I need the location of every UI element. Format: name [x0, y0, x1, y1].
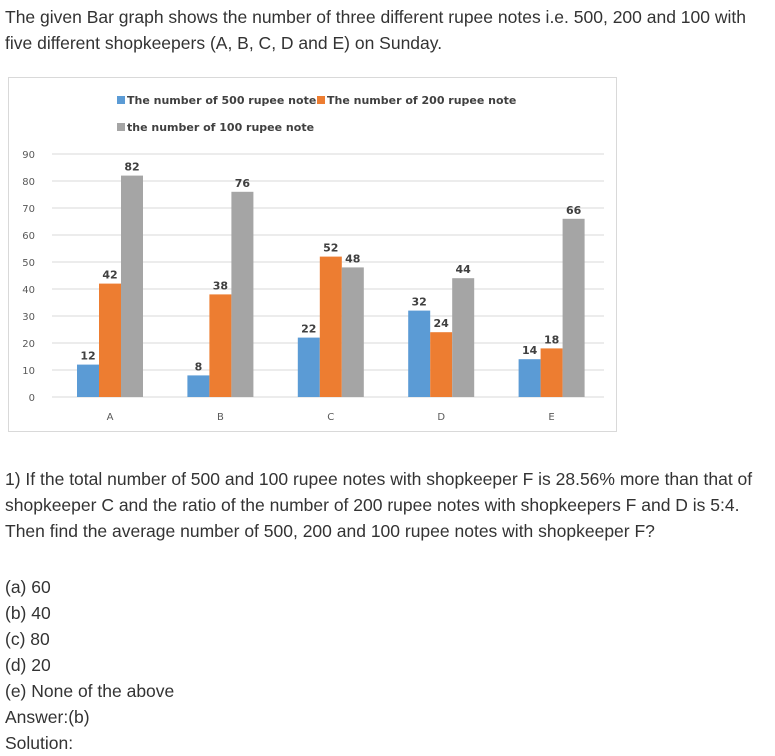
y-tick-label: 80	[22, 177, 35, 188]
x-tick-label: B	[216, 412, 224, 423]
legend-label: The number of 200 rupee note	[327, 94, 517, 107]
data-label: 76	[234, 176, 251, 190]
y-tick-label: 70	[22, 204, 35, 215]
option-e: (e) None of the above	[5, 681, 175, 701]
legend-label: the number of 100 rupee note	[127, 121, 315, 134]
bar	[209, 294, 231, 397]
y-tick-label: 10	[22, 366, 35, 377]
data-label: 32	[411, 295, 427, 309]
bar	[430, 332, 452, 397]
data-label: 8	[194, 360, 203, 374]
data-label: 52	[323, 241, 339, 255]
option-b: (b) 40	[5, 603, 51, 623]
chart-svg	[9, 78, 616, 431]
bar	[563, 219, 585, 397]
data-label: 12	[80, 349, 96, 363]
y-tick-label: 20	[22, 339, 35, 350]
data-label: 18	[543, 333, 560, 347]
bar	[298, 338, 320, 397]
legend-swatch	[117, 96, 125, 104]
x-tick-label: C	[327, 412, 335, 423]
data-label: 82	[124, 160, 140, 174]
y-tick-label: 60	[22, 231, 35, 242]
data-label: 22	[301, 322, 317, 336]
option-a: (a) 60	[5, 577, 51, 597]
bar	[121, 176, 143, 397]
bar	[342, 267, 364, 397]
bar	[187, 375, 209, 397]
legend-label: The number of 500 rupee note	[127, 94, 317, 107]
y-tick-label: 50	[22, 258, 35, 269]
y-tick-label: 30	[22, 312, 35, 323]
legend-swatch	[317, 96, 325, 104]
bar	[519, 359, 541, 397]
legend-swatch	[117, 123, 125, 131]
x-tick-label: E	[548, 412, 555, 423]
data-label: 38	[212, 279, 229, 293]
question-text: 1) If the total number of 500 and 100 rupee notes with shopkeeper F is 28.56% more than that of shopkeeper C and the ratio of the number of 200 rupee notes with shopkeepers F and D is 5:4. Then find the average number of 500, 200 and 100 rupee notes with shopkeeper F?	[5, 469, 753, 541]
bar	[541, 348, 563, 397]
bar	[452, 278, 474, 397]
bar	[99, 284, 121, 397]
intro-text: The given Bar graph shows the number of three different rupee notes i.e. 500, 200 and 100 with five different shopkeepers (A, B, C, D and E) on Sunday.	[5, 7, 746, 53]
y-tick-label: 90	[22, 150, 35, 161]
solution-label: Solution:	[5, 733, 74, 753]
option-d: (d) 20	[5, 655, 51, 675]
bar	[77, 365, 99, 397]
data-label: 44	[455, 263, 471, 277]
data-label: 48	[345, 252, 361, 266]
x-tick-label: A	[106, 412, 114, 423]
answer-text: Answer:(b)	[5, 707, 90, 727]
y-tick-label: 0	[28, 393, 35, 404]
data-label: 66	[565, 203, 582, 217]
bar-chart	[8, 77, 617, 432]
x-tick-label: D	[437, 412, 446, 423]
bar	[408, 311, 430, 397]
data-label: 24	[433, 317, 449, 331]
data-label: 42	[102, 268, 118, 282]
y-tick-label: 40	[22, 285, 35, 296]
bar	[320, 257, 342, 397]
bar	[231, 192, 253, 397]
option-c: (c) 80	[5, 629, 50, 649]
data-label: 14	[521, 344, 538, 358]
